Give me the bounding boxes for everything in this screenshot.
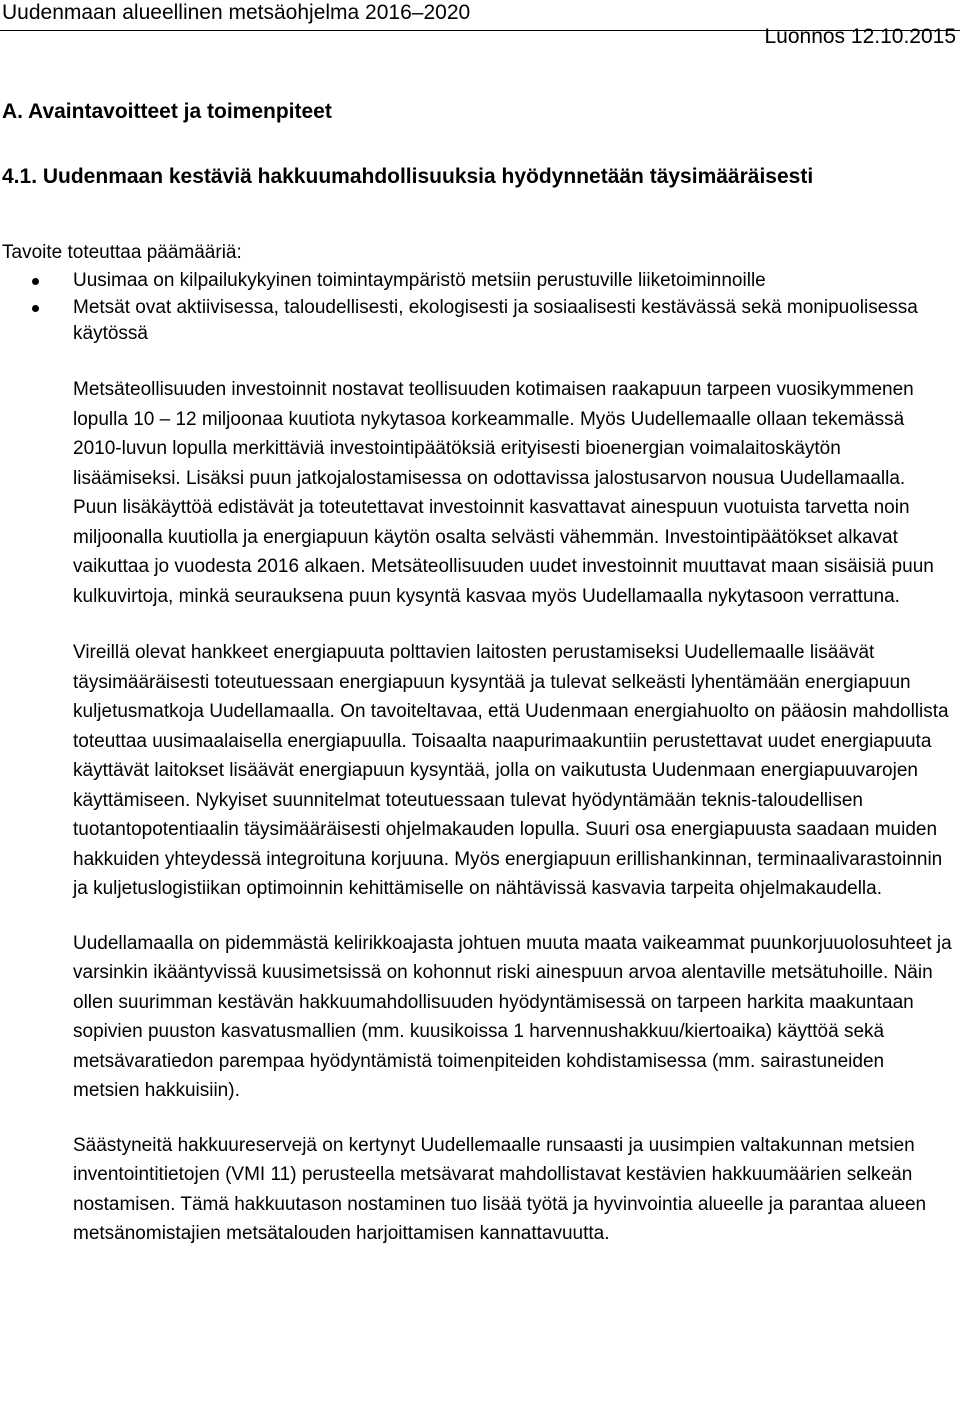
body-text [73,375,953,1274]
paragraph: Vireillä olevat hankkeet energiapuuta polttavien laitosten perustamiseksi Uudellemaalle lisäävät täysimääräisesti toteutuessaan energiapuun kysyntää ja tulevat selkeästi lyhentämään energiapuun kuljetusmatkoja Uudellamaalla. On tavoiteltavaa, että Uudenmaan energiahuolto on pääosin mahdollista toteuttaa uusimaalaisella energiapuulla. Toisaalta naapurimaakuntiin perustettavat uudet energiapuuta käyttävät laitokset lisäävät energiapuun kysyntää, jolla on vaikutusta Uudenmaan energiapuuvarojen käyttämiseen. Nykyiset suunnitelmat toteutuessaan tulevat hyödyntämään teknis-taloudellisen tuotantopotentiaalin täysimääräisesti ohjelmakauden lopulla. Suuri osa energiapuusta saadaan muiden hakkuiden yhteydessä integroituna korjuuna. Myös energiapuun erillishankinnan, terminaalivarastoinnin ja kuljetuslogistiikan optimoinnin kehittämiselle on nähtävissä kasvavia tarpeita ohjelmakaudella. [73,642,949,899]
list-item-text: Uusimaa on kilpailukykyinen toimintaympäristö metsiin perustuville liiketoiminnoille [73,270,766,291]
goals-intro: Tavoite toteuttaa päämääriä: [2,242,242,263]
paragraph: Uudellamaalla on pidemmästä kelirikkoajasta johtuen muuta maata vaikeammat puunkorjuuolosuhteet ja varsinkin ikääntyvissä kuusimetsissä on kohonnut riski ainespuun arvoa alentaville metsätuhoille. Näin ollen suurimman kestävän hakkuumahdollisuuden hyödyntämisessä on tarpeen harkita maakuntaan sopivien puuston kasvatusmallien (mm. kuusikoissa 1 harvennushakkuu/kiertoaika) käyttöä sekä metsävaratiedon parempaa hyödyntämistä toimenpiteiden kohdistamisessa (mm. sairastuneiden metsien hakkuisiin). [73,932,952,1101]
list-item [0,295,940,348]
bullet-icon [32,278,39,285]
list-item-text: Metsät ovat aktiivisessa, taloudellisesti, ekologisesti ja sosiaalisesti kestävässä sekä monipuolisessa käytössä [73,296,918,344]
paragraph: Säästyneitä hakkuureservejä on kertynyt Uudellemaalle runsaasti ja uusimpien valtakunnan metsien inventointitietojen (VMI 11) perusteella metsävarat mahdollistavat kestävien hakkuumäärien selkeän nostamisen. Tämä hakkuutason nostaminen tuo lisää työtä ja hyvinvointia alueelle ja parantaa alueen metsänomistajien metsätalouden harjoittamisen kannattavuutta. [73,1134,927,1244]
subsection-heading: 4.1. Uudenmaan kestäviä hakkuumahdollisuuksia hyödynnetään täysimääräisesti [2,165,814,188]
bullet-icon [32,305,39,312]
paragraph: Metsäteollisuuden investoinnit nostavat teollisuuden kotimaisen raakapuun tarpeen vuosikymmenen lopulla 10 – 12 miljoonaa kuutiota nykytasoa korkeammalle. Myös Uudellemaalle ollaan tekemässä 2010-luvun lopulla merkittäviä investointipäätöksiä erityisesti bioenergian voimalaitoskäytön lisäämiseksi. Lisäksi puun jatkojalostamisessa on odottavissa jalostusarvon nousua Uudellamaalla. Puun lisäkäyttöä edistävät ja toteutettavat investoinnit kasvattavat ainespuun vuotuista tarvetta noin miljoonalla kuutiolla ja energiapuun käytön osalta selvästi vähemmän. Investointipäätökset alkavat vaikuttaa jo vuodesta 2016 alkaen. Metsäteollisuuden uudet investoinnit muuttavat maan sisäisiä puun kulkuvirtoja, minkä seurauksena puun kysyntä kasvaa myös Uudellamaalla nykytasoon verrattuna. [73,379,934,607]
list-item [0,268,940,295]
document-header-title: Uudenmaan alueellinen metsäohjelma 2016–2020 [2,1,471,24]
section-heading: A. Avaintavoitteet ja toimenpiteet [2,100,332,123]
draft-date: Luonnos 12.10.2015 [764,25,956,48]
goals-list [0,268,940,348]
